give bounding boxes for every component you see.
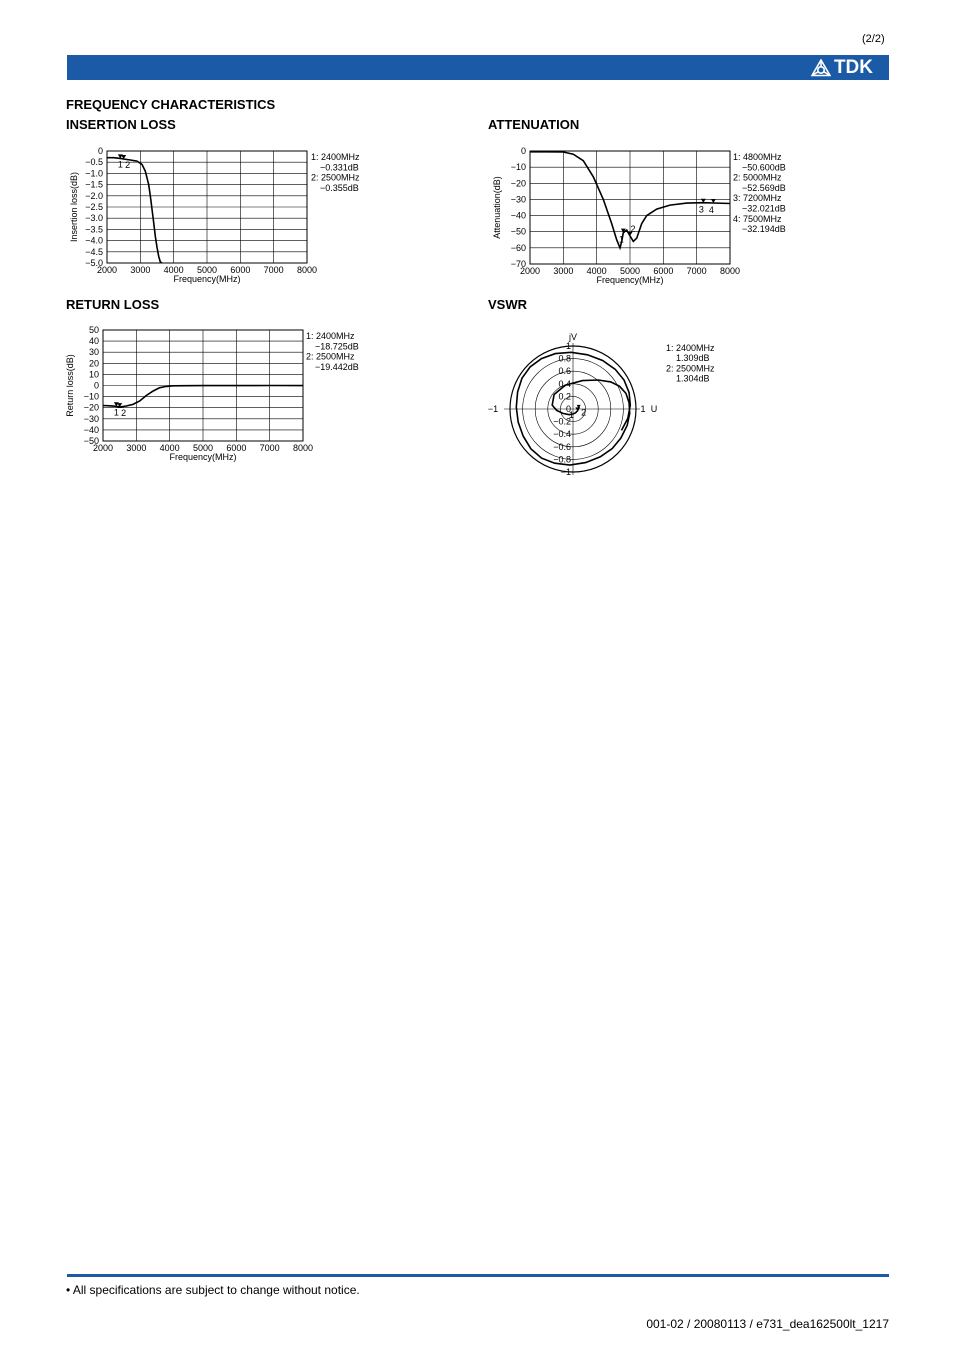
return-ytick-label: 40 — [88, 336, 99, 347]
vswr-tick-label: −0.6 — [553, 441, 571, 452]
attenuation-ytick-label: −60 — [510, 242, 526, 253]
insertion-annotation: 1: 2400MHz — [311, 152, 360, 162]
return-ytick-label: −40 — [83, 424, 99, 435]
insertion-ytick-label: −0.5 — [85, 157, 103, 168]
vswr-tick-label: 0 — [565, 404, 571, 414]
return-ytick-label: 0 — [93, 380, 99, 391]
insertion-xtick-label: 6000 — [230, 265, 251, 275]
attenuation-xtick-label: 8000 — [719, 266, 741, 276]
vswr-tick-label: 1 — [565, 341, 571, 351]
attenuation-xtick-label: 3000 — [553, 266, 574, 276]
vswr-x-left-label: −1 — [487, 404, 499, 414]
vswr-tick-label: 0.2 — [558, 391, 571, 402]
vswr-marker-label: 2 — [581, 407, 587, 418]
attenuation-title: ATTENUATION — [488, 117, 580, 132]
insertion-xtick-label: 5000 — [196, 265, 218, 275]
insertion-annotation: −0.355dB — [320, 182, 359, 193]
insertion-xlabel: Frequency(MHz) — [173, 274, 241, 284]
footer-rule — [67, 1274, 889, 1277]
insertion-annotation: 2: 2500MHz — [311, 172, 360, 183]
return-xtick-label: 6000 — [226, 443, 247, 453]
attenuation-ytick-label: −30 — [510, 194, 526, 205]
attenuation-ylabel: Attenuation(dB) — [492, 176, 502, 239]
attenuation-xtick-label: 6000 — [653, 266, 674, 276]
return-annotation: 1: 2400MHz — [306, 331, 355, 341]
attenuation-annotation: −32.021dB — [742, 203, 786, 214]
attenuation-xtick-label: 5000 — [619, 266, 641, 276]
insertion-xtick-label: 7000 — [263, 265, 284, 275]
insertion-ylabel: Insertion loss(dB) — [69, 171, 79, 243]
page-number: (2/2) — [862, 33, 885, 45]
vswr-annotation: 2: 2500MHz — [666, 363, 715, 374]
insertion-ytick-label: −3.5 — [85, 224, 103, 235]
vswr-annotation: 1.309dB — [676, 353, 710, 364]
insertion-ytick-label: −2.0 — [85, 190, 103, 201]
attenuation-annotation: 4: 7500MHz — [733, 213, 782, 224]
vswr-annotation: 1.304dB — [676, 373, 710, 384]
insertion-loss-title: INSERTION LOSS — [66, 117, 176, 132]
attenuation-ytick-label: −50 — [510, 226, 526, 237]
attenuation-xtick-label: 2000 — [519, 266, 541, 276]
insertion-xtick-label: 2000 — [96, 265, 118, 275]
return-plot — [65, 325, 359, 462]
vswr-tick-label: −0.2 — [553, 416, 571, 427]
insertion-plot — [69, 146, 360, 284]
insertion-ytick-label: −2.5 — [85, 202, 103, 212]
return-xtick-label: 3000 — [126, 443, 147, 453]
footnote: • All specifications are subject to change without notice. — [66, 1283, 360, 1297]
return-xtick-label: 8000 — [292, 443, 314, 453]
attenuation-annotation: 3: 7200MHz — [733, 193, 782, 204]
attenuation-marker-label: 4 — [708, 204, 714, 215]
return-ytick-label: −20 — [83, 402, 99, 413]
return-ytick-label: 20 — [88, 358, 99, 369]
document-id: 001-02 / 20080113 / e731_dea162500lt_1217 — [646, 1317, 889, 1331]
insertion-marker-label: 2 — [125, 159, 131, 170]
insertion-ytick-label: −4.5 — [85, 246, 103, 257]
insertion-marker-label: 1 — [117, 159, 123, 170]
brand-name: TDK — [833, 57, 873, 78]
insertion-ytick-label: −4.0 — [85, 235, 103, 246]
vswr-tick-label: 0.8 — [558, 353, 571, 364]
attenuation-xtick-label: 7000 — [686, 266, 707, 276]
vswr-marker-label: 1 — [568, 409, 574, 420]
return-annotation: −19.442dB — [315, 361, 359, 372]
vswr-tick-label: 0.6 — [558, 366, 571, 377]
attenuation-annotation: 2: 5000MHz — [733, 172, 782, 183]
section-title: FREQUENCY CHARACTERISTICS — [66, 97, 276, 112]
attenuation-ytick-label: −20 — [510, 178, 526, 189]
attenuation-ytick-label: −10 — [510, 162, 526, 173]
insertion-xtick-label: 3000 — [130, 265, 151, 275]
attenuation-ytick-label: 0 — [520, 146, 526, 156]
return-ylabel: Return loss(dB) — [65, 354, 75, 417]
vswr-plot — [488, 332, 715, 477]
attenuation-annotation: −50.600dB — [742, 162, 786, 173]
attenuation-xtick-label: 4000 — [586, 266, 607, 276]
attenuation-marker-label: 3 — [698, 204, 704, 215]
return-annotation: 2: 2500MHz — [306, 351, 355, 362]
attenuation-ytick-label: −40 — [510, 210, 526, 221]
vswr-title: VSWR — [488, 297, 527, 312]
return-ytick-label: −10 — [83, 391, 99, 402]
return-ytick-label: −30 — [83, 413, 99, 424]
return-xlabel: Frequency(MHz) — [169, 452, 237, 462]
return-ytick-label: 30 — [88, 347, 99, 358]
insertion-ytick-label: −1.0 — [85, 168, 103, 179]
vswr-xlabel: U — [650, 404, 658, 414]
attenuation-annotation: −32.194dB — [742, 224, 786, 235]
return-ytick-label: 50 — [88, 325, 99, 335]
attenuation-marker-label: 2 — [630, 223, 636, 234]
attenuation-annotation: 1: 4800MHz — [733, 152, 782, 162]
vswr-annotation: 1: 2400MHz — [666, 343, 715, 353]
insertion-ytick-label: −1.5 — [85, 179, 103, 190]
return-xtick-label: 4000 — [159, 443, 180, 453]
vswr-tick-label: −1 — [560, 467, 571, 477]
attenuation-xlabel: Frequency(MHz) — [596, 275, 664, 285]
attenuation-marker-label: 1 — [618, 234, 624, 245]
insertion-ytick-label: −5.0 — [85, 258, 103, 268]
return-xtick-label: 2000 — [92, 443, 114, 453]
insertion-ytick-label: −3.0 — [85, 213, 103, 224]
insertion-xtick-label: 8000 — [296, 265, 318, 275]
return-xtick-label: 7000 — [259, 443, 280, 453]
return-marker-label: 1 — [113, 407, 119, 418]
return-marker-label: 2 — [121, 408, 127, 419]
vswr-tick-label: 0.4 — [558, 378, 571, 389]
vswr-tick-label: −0.8 — [553, 454, 571, 465]
vswr-ylabel: jV — [568, 332, 578, 342]
attenuation-plot — [492, 146, 786, 285]
insertion-xtick-label: 4000 — [163, 265, 184, 275]
return-loss-title: RETURN LOSS — [66, 297, 160, 312]
insertion-ytick-label: 0 — [97, 146, 103, 156]
vswr-x-right-label: 1 — [640, 404, 646, 414]
insertion-annotation: −0.331dB — [320, 162, 359, 173]
return-ytick-label: −50 — [83, 436, 99, 446]
vswr-tick-label: −0.4 — [553, 429, 571, 440]
attenuation-annotation: −52.569dB — [742, 182, 786, 193]
return-xtick-label: 5000 — [192, 443, 214, 453]
attenuation-ytick-label: −70 — [510, 259, 526, 269]
return-annotation: −18.725dB — [315, 341, 359, 352]
return-ytick-label: 10 — [88, 369, 99, 380]
